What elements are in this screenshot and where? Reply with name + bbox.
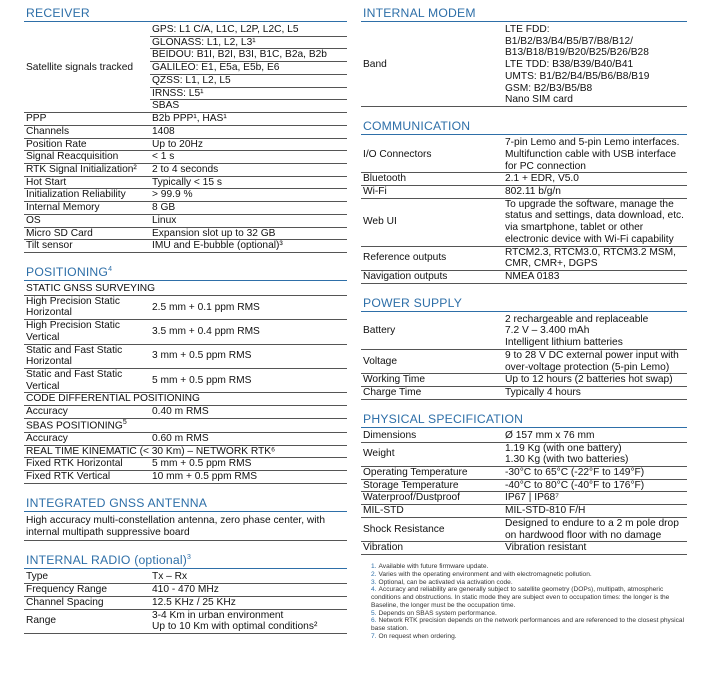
static-value: 3.5 mm + 0.4 ppm RMS	[150, 320, 347, 344]
range-label: Range	[24, 609, 150, 633]
power-label: Charge Time	[361, 387, 503, 400]
communication-value: RTCM2.3, RTCM3.0, RTCM3.2 MSM, CMR, CMR+, DGPS	[503, 246, 687, 270]
power-value: Up to 12 hours (2 batteries hot swap)	[503, 374, 687, 387]
sbas-row	[24, 433, 347, 446]
power-label: Voltage	[361, 349, 503, 373]
code-value: 0.40 m RMS	[150, 406, 347, 419]
sbas-heading: SBAS POSITIONING$^5$	[24, 418, 347, 432]
power-label: Battery	[361, 314, 503, 350]
receiver-row	[24, 125, 347, 138]
receiver-row	[24, 189, 347, 202]
physical-label: MIL-STD	[361, 505, 503, 518]
receiver-value: B2b PPP¹, HAS¹	[150, 113, 347, 125]
receiver-row	[24, 113, 347, 125]
receiver-row	[24, 240, 347, 253]
positioning-table	[24, 283, 347, 484]
right-column	[361, 6, 687, 641]
power-table	[361, 314, 687, 400]
receiver-label: Initialization Reliability	[24, 189, 150, 202]
power-value: 2 rechargeable and replaceable 7.2 V – 3.400 mAh Intelligent lithium batteries	[503, 314, 687, 350]
physical-value: Designed to endure to a 2 m pole drop on hardwood floor with no damage	[503, 517, 687, 541]
footnote-text: Optional, can be activated via activation code.	[378, 578, 513, 586]
satellite-row	[24, 24, 347, 113]
physical-row	[361, 466, 687, 479]
physical-row	[361, 430, 687, 442]
physical-value: Ø 157 mm x 76 mm	[503, 430, 687, 442]
static-label: Static and Fast Static Vertical	[24, 369, 150, 393]
physical-value: -30°C to 65°C (-22°F to 149°F)	[503, 466, 687, 479]
communication-label: Reference outputs	[361, 246, 503, 270]
receiver-rows	[24, 113, 347, 253]
radio-label: Frequency Range	[24, 584, 150, 597]
receiver-row	[24, 138, 347, 151]
radio-value: 12.5 KHz / 25 KHz	[150, 596, 347, 609]
code-differential-heading: CODE DIFFERENTIAL POSITIONING	[24, 393, 347, 406]
receiver-label: Position Rate	[24, 138, 150, 151]
signal-item: IRNSS: L5¹	[150, 88, 347, 101]
communication-label: Wi-Fi	[361, 185, 503, 198]
receiver-label: PPP	[24, 113, 150, 125]
physical-label: Storage Temperature	[361, 479, 503, 492]
footnote	[371, 579, 687, 587]
communication-row	[361, 137, 687, 173]
receiver-value: 1408	[150, 125, 347, 138]
receiver-label: RTK Signal Initialization²	[24, 163, 150, 176]
receiver-label: OS	[24, 214, 150, 227]
footnote-number: 5.	[371, 609, 377, 617]
power-value: 9 to 28 V DC external power input with over-voltage protection (5-pin Lemo)	[503, 349, 687, 373]
radio-label: Channel Spacing	[24, 596, 150, 609]
signal-item: SBAS	[152, 100, 180, 112]
rtk-heading: REAL TIME KINEMATIC (< 30 Km) – NETWORK RTK⁶	[24, 445, 347, 458]
band-line: UMTS: B1/B2/B4/B5/B6/B8/B19	[505, 70, 650, 82]
physical-value: IP67 | IP68⁷	[503, 492, 687, 505]
receiver-label: Micro SD Card	[24, 227, 150, 240]
band-line: B13/B18/B19/B20/B25/B26/B28	[505, 47, 649, 59]
radio-row	[24, 571, 347, 583]
static-row	[24, 369, 347, 393]
static-row	[24, 320, 347, 344]
communication-row	[361, 185, 687, 198]
footnote-number: 7.	[371, 632, 377, 640]
physical-table	[361, 430, 687, 555]
footnote	[371, 563, 687, 571]
physical-label: Waterproof/Dustproof	[361, 492, 503, 505]
radio-row	[24, 596, 347, 609]
static-value: 5 mm + 0.5 ppm RMS	[150, 369, 347, 393]
receiver-value: Linux	[150, 214, 347, 227]
footnote-text: Network RTK precision depends on the network performances and are referenced to the closest physical base station.	[371, 617, 685, 633]
static-value: 3 mm + 0.5 ppm RMS	[150, 344, 347, 368]
receiver-row	[24, 227, 347, 240]
signal-item: QZSS: L1, L2, L5	[150, 75, 347, 88]
power-row	[361, 374, 687, 387]
receiver-row	[24, 176, 347, 189]
static-surveying-heading: STATIC GNSS SURVEYING	[24, 283, 347, 295]
communication-value: To upgrade the software, manage the status and settings, data download, etc. via smartphone, tablet or other electronic device with Wi-Fi capability	[503, 198, 687, 246]
receiver-value: Expansion slot up to 32 GB	[150, 227, 347, 240]
receiver-title: RECEIVER	[24, 6, 347, 22]
left-column	[24, 6, 347, 634]
footnote	[371, 571, 687, 579]
receiver-value: Typically < 15 s	[150, 176, 347, 189]
physical-title: PHYSICAL SPECIFICATION	[361, 412, 687, 428]
receiver-label: Hot Start	[24, 176, 150, 189]
communication-row	[361, 271, 687, 284]
power-value: Typically 4 hours	[503, 387, 687, 400]
band-line: LTE TDD: B38/B39/B40/B41	[505, 59, 634, 71]
satellite-signals-list	[150, 24, 347, 112]
static-label: High Precision Static Vertical	[24, 320, 150, 344]
static-value: 2.5 mm + 0.1 ppm RMS	[150, 295, 347, 319]
receiver-value: > 99.9 %	[150, 189, 347, 202]
receiver-label: Internal Memory	[24, 202, 150, 215]
rtk-row	[24, 458, 347, 471]
power-row	[361, 387, 687, 400]
radio-title: INTERNAL RADIO (optional)$^3$	[24, 553, 347, 569]
communication-table	[361, 137, 687, 284]
static-label: High Precision Static Horizontal	[24, 295, 150, 319]
signal-item: GALILEO: E1, E5a, E5b, E6	[150, 62, 347, 75]
rtk-row	[24, 471, 347, 484]
physical-label: Dimensions	[361, 430, 503, 442]
physical-value: -40°C to 80°C (-40°F to 176°F)	[503, 479, 687, 492]
communication-value: 7-pin Lemo and 5-pin Lemo interfaces. Multifunction cable with USB interface for PC connection	[503, 137, 687, 173]
physical-row	[361, 479, 687, 492]
sbas-value: 0.60 m RMS	[150, 433, 347, 446]
communication-value: NMEA 0183	[503, 271, 687, 284]
positioning-title: POSITIONING$^4$	[24, 265, 347, 281]
footnote-number: 1.	[371, 563, 377, 570]
receiver-row	[24, 163, 347, 176]
physical-label: Vibration	[361, 542, 503, 555]
radio-table	[24, 571, 347, 634]
communication-label: Bluetooth	[361, 173, 503, 186]
footnote-number: 6.	[371, 617, 377, 625]
signal-item: GPS: L1 C/A, L1C, L2P, L2C, L5	[150, 24, 347, 37]
code-row	[24, 406, 347, 419]
physical-row	[361, 505, 687, 518]
receiver-value: Up to 20Hz	[150, 138, 347, 151]
band-line: LTE FDD:	[505, 24, 550, 36]
footnote	[371, 617, 687, 633]
band-values	[503, 24, 687, 107]
radio-range-row	[24, 609, 347, 633]
communication-row	[361, 173, 687, 186]
band-label: Band	[361, 24, 503, 107]
static-row	[24, 344, 347, 368]
code-label: Accuracy	[24, 406, 150, 419]
physical-label: Shock Resistance	[361, 517, 503, 541]
signal-item: GLONASS: L1, L2, L3¹	[150, 37, 347, 50]
range-value: 3-4 Km in urban environment Up to 10 Km with optimal conditions²	[150, 609, 347, 633]
receiver-row	[24, 202, 347, 215]
communication-value: 2.1 + EDR, V5.0	[503, 173, 687, 186]
receiver-table	[24, 24, 347, 113]
physical-row	[361, 492, 687, 505]
physical-label: Weight	[361, 442, 503, 466]
physical-row	[361, 442, 687, 466]
communication-value: 802.11 b/g/n	[503, 185, 687, 198]
communication-label: Web UI	[361, 198, 503, 246]
communication-label: I/O Connectors	[361, 137, 503, 173]
communication-row	[361, 246, 687, 270]
receiver-value: < 1 s	[150, 151, 347, 164]
footnote-number: 2.	[371, 570, 377, 578]
footnote	[371, 586, 687, 609]
footnote	[371, 610, 687, 618]
power-label: Working Time	[361, 374, 503, 387]
receiver-label: Signal Reacquisition	[24, 151, 150, 164]
band-line: B1/B2/B3/B4/B5/B7/B8/B12/	[505, 35, 633, 47]
rtk-value: 5 mm + 0.5 ppm RMS	[150, 458, 347, 471]
power-row	[361, 314, 687, 350]
power-title: POWER SUPPLY	[361, 296, 687, 312]
physical-label: Operating Temperature	[361, 466, 503, 479]
modem-table	[361, 24, 687, 107]
physical-row	[361, 542, 687, 555]
rtk-label: Fixed RTK Horizontal	[24, 458, 150, 471]
receiver-row	[24, 214, 347, 227]
footnote-text: Depends on SBAS system performance.	[378, 609, 497, 617]
footnote-text: Accuracy and reliability are generally subject to satellite geometry (DOPs), multipath, atmospheric conditions and obstructions. In static mode they are subject even to occupation times: the longer is the Baseline, the longer must be the occupation time.	[371, 586, 670, 609]
footnote	[371, 633, 687, 641]
band-line: GSM: B2/B3/B5/B8	[505, 82, 593, 94]
rtk-value: 10 mm + 0.5 ppm RMS	[150, 471, 347, 484]
band-line: Nano SIM card	[505, 94, 573, 106]
sbas-label: Accuracy	[24, 433, 150, 446]
receiver-label: Channels	[24, 125, 150, 138]
antenna-description: High accuracy multi-constellation antenna, zero phase center, with internal multipath suppressive board	[24, 514, 347, 541]
footnote-text: Varies with the operating environment and with electromagnetic pollution.	[378, 570, 592, 578]
radio-value: 410 - 470 MHz	[150, 584, 347, 597]
footnote-text: On request when ordering.	[378, 632, 457, 640]
receiver-value: IMU and E-bubble (optional)³	[150, 240, 347, 253]
communication-label: Navigation outputs	[361, 271, 503, 284]
rtk-label: Fixed RTK Vertical	[24, 471, 150, 484]
physical-value: MIL-STD-810 F/H	[503, 505, 687, 518]
static-row	[24, 295, 347, 319]
signal-item: BEIDOU: B1I, B2I, B3I, B1C, B2a, B2b	[150, 49, 347, 62]
receiver-row	[24, 151, 347, 164]
receiver-value: 8 GB	[150, 202, 347, 215]
physical-row	[361, 517, 687, 541]
footnote-number: 3.	[371, 578, 377, 586]
physical-value: Vibration resistant	[503, 542, 687, 555]
radio-value: Tx – Rx	[150, 571, 347, 583]
footnote-number: 4.	[371, 586, 377, 594]
radio-row	[24, 584, 347, 597]
physical-value: 1.19 Kg (with one battery) 1.30 Kg (with two batteries)	[503, 442, 687, 466]
static-label: Static and Fast Static Horizontal	[24, 344, 150, 368]
communication-title: COMMUNICATION	[361, 119, 687, 135]
footnote-text: Available with future firmware update.	[378, 563, 489, 570]
band-row	[361, 24, 687, 107]
satellite-label: Satellite signals tracked	[24, 24, 150, 113]
receiver-value: 2 to 4 seconds	[150, 163, 347, 176]
power-row	[361, 349, 687, 373]
radio-label: Type	[24, 571, 150, 583]
receiver-label: Tilt sensor	[24, 240, 150, 253]
communication-row	[361, 198, 687, 246]
modem-title: INTERNAL MODEM	[361, 6, 687, 22]
antenna-title: INTEGRATED GNSS ANTENNA	[24, 496, 347, 512]
footnotes	[371, 563, 687, 641]
